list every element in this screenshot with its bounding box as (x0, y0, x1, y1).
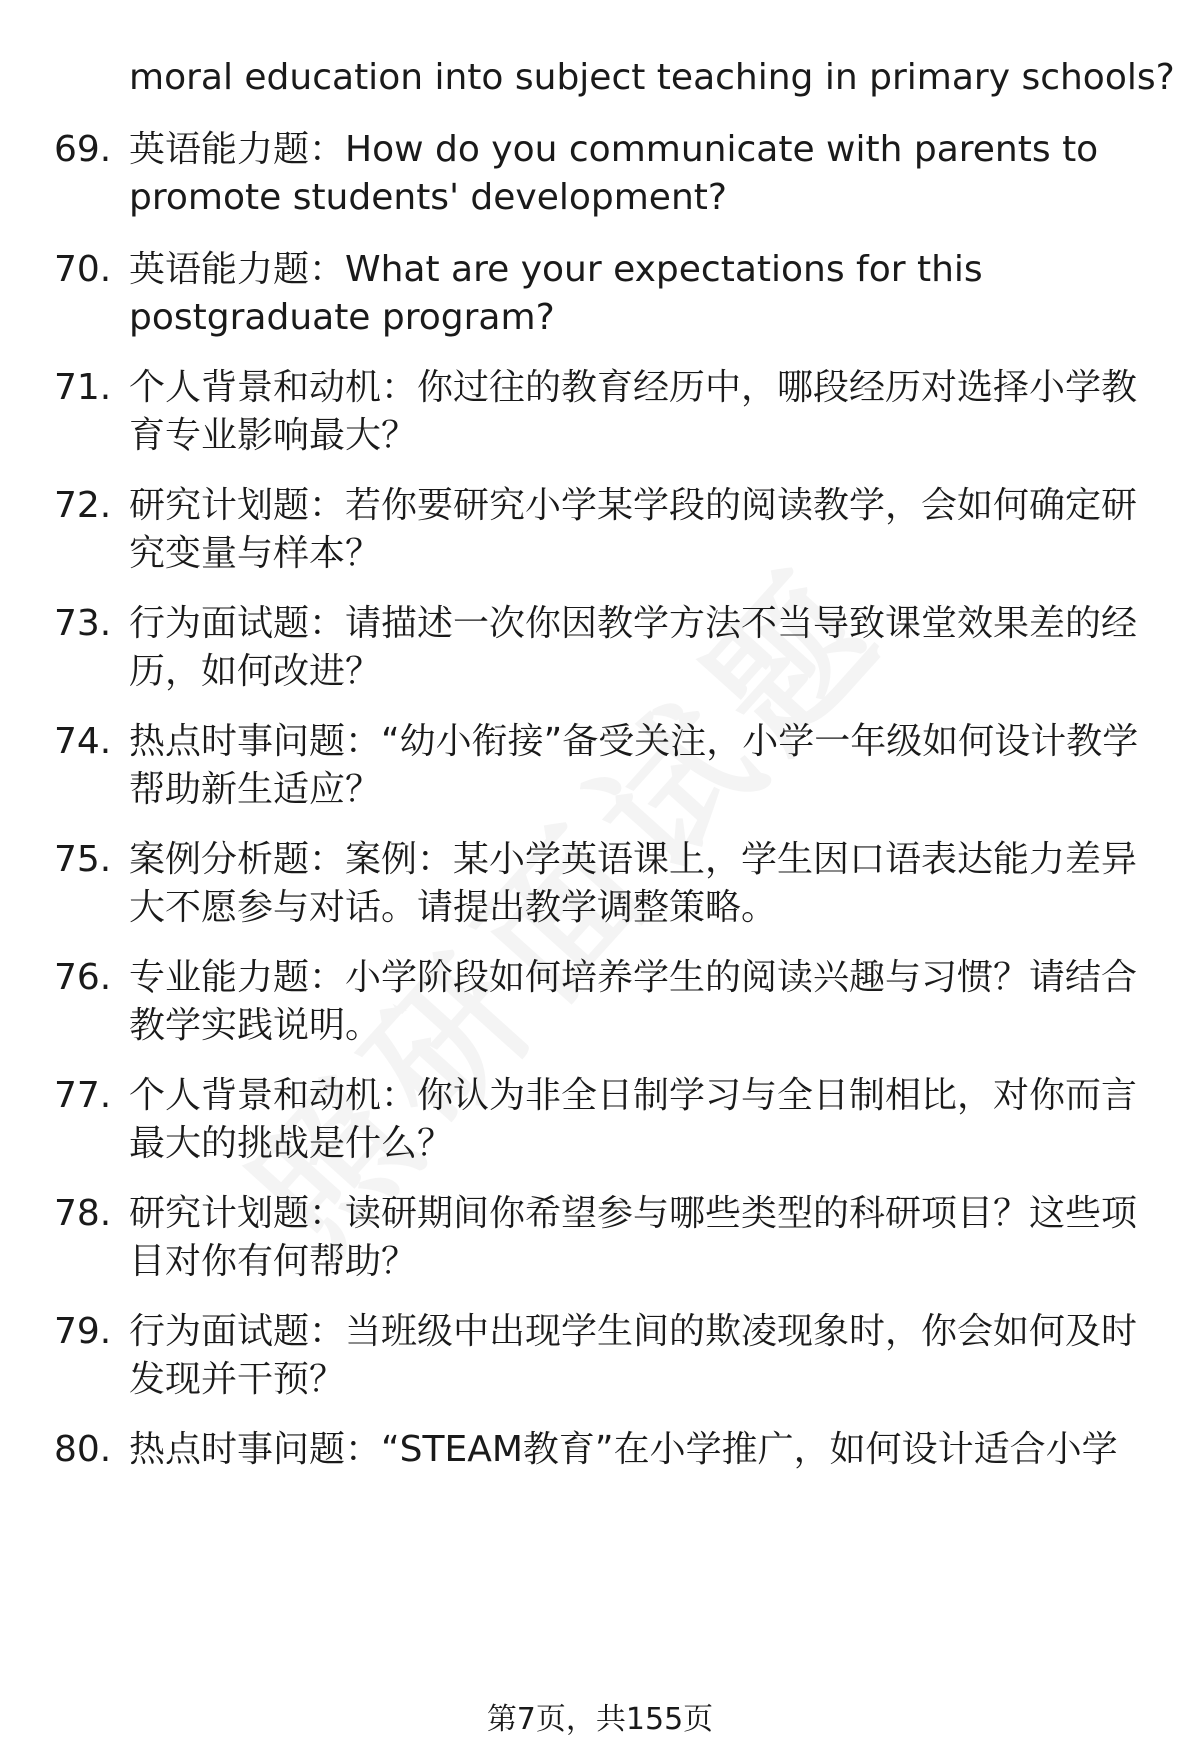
question-text: 热点时事问题：“STEAM教育”在小学推广，如何设计适合小学 (129, 1429, 1118, 1470)
question-number: 70. (54, 249, 112, 290)
continuation-text: moral education into subject teaching in primary schools? (129, 57, 1175, 98)
question-text: 个人背景和动机：你过往的教育经历中，哪段经历对选择小学教育专业影响最大？ (129, 367, 1138, 456)
question-text: 研究计划题：读研期间你希望参与哪些类型的科研项目？这些项目对你有何帮助？ (129, 1193, 1138, 1282)
question-text: 英语能力题：What are your expectations for this postgraduate program? (129, 249, 983, 338)
question-number: 76. (54, 957, 112, 998)
question-number: 74. (54, 721, 112, 762)
question-number: 78. (54, 1193, 112, 1234)
question-text: 个人背景和动机：你认为非全日制学习与全日制相比，对你而言最大的挑战是什么？ (129, 1075, 1138, 1164)
question-text: 行为面试题：请描述一次你因教学方法不当导致课堂效果差的经历，如何改进？ (129, 603, 1138, 692)
question-number: 80. (54, 1429, 112, 1470)
page-footer: 第7页，共155页 (486, 1702, 714, 1737)
question-number: 72. (54, 485, 112, 526)
question-number: 79. (54, 1311, 112, 1352)
question-text: 行为面试题：当班级中出现学生间的欺凌现象时，你会如何及时发现并干预？ (129, 1311, 1138, 1400)
question-number: 75. (54, 839, 112, 880)
question-text: 案例分析题：案例：某小学英语课上，学生因口语表达能力差异大不愿参与对话。请提出教学调整策略。 (129, 839, 1138, 928)
question-number: 69. (54, 129, 112, 170)
question-text: 专业能力题：小学阶段如何培养学生的阅读兴趣与习惯？请结合教学实践说明。 (129, 957, 1138, 1046)
question-text: 英语能力题：How do you communicate with parents to promote students' development? (129, 129, 1099, 218)
question-text: 研究计划题：若你要研究小学某学段的阅读教学，会如何确定研究变量与样本？ (129, 485, 1138, 574)
question-number: 77. (54, 1075, 112, 1116)
question-number: 73. (54, 603, 112, 644)
question-text: 热点时事问题：“幼小衔接”备受关注，小学一年级如何设计教学帮助新生适应？ (129, 721, 1139, 810)
question-number: 71. (54, 367, 112, 408)
